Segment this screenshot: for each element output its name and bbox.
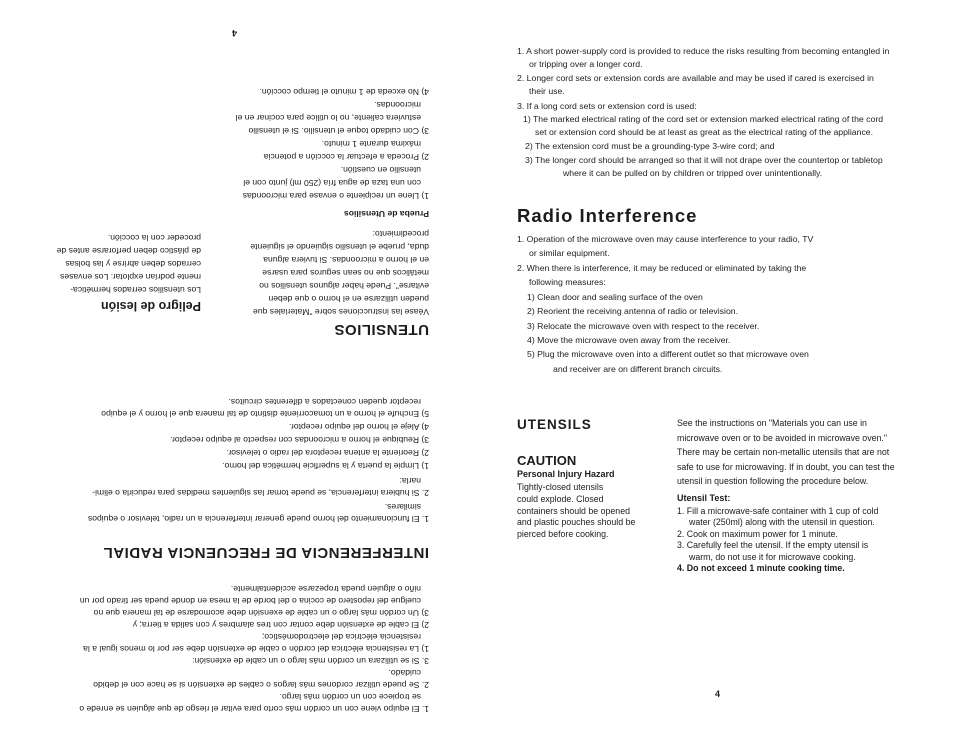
es-test-line-6: 3) Con cuidado toque el utensilio. Si el utensilio	[248, 126, 429, 136]
injury-line-4: and plastic pouches should be	[517, 517, 636, 528]
es-utensils-title: UTENSILIOS	[333, 321, 429, 338]
radio-item-1-cont: or similar equipment.	[529, 248, 610, 258]
es-cord-line-9: 3) Un cordón más largo o un cable de exensión debe acomodarse de tal manera que no	[93, 608, 429, 618]
radio-measure-1: 1) Clean door and sealing surface of the oven	[527, 292, 703, 302]
test-item-1: 1. Fill a microwave-safe container with 1 cup of cold	[677, 506, 879, 516]
instr-line-4: safe to use for microwaving. If in doubt, you can test the	[677, 461, 895, 472]
instr-line-3: There may be certain non-metallic utensils that are not	[677, 447, 890, 458]
es-test-line-1: 1) Llene un recipiente o envase para microondas	[242, 191, 429, 201]
es-cord-line-2: se tropiece con un cordón más largo.	[279, 692, 421, 702]
es-interference-line-6: 2) Reoriente la antena receptora del radio o televisor.	[226, 448, 429, 458]
radio-item-2: 2. When there is interference, it may be reduced or eliminated by taking the	[517, 263, 807, 273]
es-injury-line-2: mente podrían explotar. Los envases	[60, 272, 201, 282]
es-interference-line-8: 4) Aleje el horno del equipo receptor.	[289, 422, 429, 432]
test-item-2: 2. Cook on maximum power for 1 minute.	[677, 528, 838, 539]
es-test-line-7: estuviera caliente, no lo utilice para cocinar en el	[235, 113, 421, 123]
es-cord-line-11: niño o alguien pueda tropezarse accidentalmente.	[230, 584, 421, 594]
injury-line-1: Tightly-closed utensils	[517, 482, 604, 492]
es-test-line-5: máxima durante 1 minuto.	[321, 139, 421, 149]
radio-interference-title: Radio Interference	[517, 205, 698, 226]
es-cord-line-4: cuidado.	[388, 668, 421, 678]
es-test-title: Prueba de Utensilios	[343, 209, 429, 219]
test-item-4: 4. Do not exceed 1 minute cooking time.	[677, 563, 845, 574]
es-cord-line-7: resistencia eléctrica del electrodoméstico;	[261, 632, 421, 642]
cord-item-1: 1. A short power-supply cord is provided to reduce the risks resulting from becoming entangled in	[517, 46, 890, 56]
es-interference-line-2: similares.	[384, 502, 421, 512]
injury-hazard-title: Personal Injury Hazard	[517, 469, 615, 479]
es-page-number: 4	[231, 28, 237, 38]
instr-line-1: See the instructions on "Materials you can use in	[677, 418, 867, 428]
test-item-1-cont: water (250ml) along with the utensil in question.	[689, 517, 875, 528]
es-utensils-line-4: metálicos que no sean seguros para usarse	[262, 268, 429, 278]
cord-subitem-2: 2) The extension cord must be a grounding-type 3-wire cord; and	[525, 141, 775, 151]
cord-item-2-cont: their use.	[529, 86, 565, 96]
es-utensils-line-1: Véase las instrucciones sobre "Materiales que	[253, 307, 429, 317]
injury-line-2: could explode. Closed	[517, 493, 604, 504]
utensils-title: UTENSILS	[517, 417, 592, 432]
test-item-3-cont: warm, do not use it for microwave cooking.	[689, 551, 856, 562]
radio-measure-5-cont: and receiver are on different branch circuits.	[553, 364, 723, 374]
es-interference-line-7: 3) Reubique el horno a microondas con respecto al equipo receptor.	[170, 435, 429, 445]
es-test-line-9: 4) No exceda de 1 minuto el tiempo cocción.	[259, 87, 429, 97]
cord-subitem-3: 3) The longer cord should be arranged so that it will not drape over the countertop or tabletop	[525, 155, 883, 165]
instr-line-2: microwave oven or to be avoided in microwave oven."	[677, 432, 887, 443]
es-test-line-4: 2) Proceda a efectuar la cocción a potencia	[263, 152, 429, 162]
radio-measure-2: 2) Reorient the receiving antenna of radio or television.	[527, 306, 739, 316]
radio-measure-3: 3) Relocate the microwave oven with respect to the receiver.	[527, 321, 760, 331]
es-cord-line-3: 2. Se puede utilizar cordones más largos o cables de extensión si se hace con el debido	[93, 680, 429, 690]
es-interference-line-4: narla:	[399, 476, 421, 486]
es-test-line-3: utensilio en cuestión.	[340, 165, 421, 175]
es-injury-line-1: Los utensilios cerrados hermética-	[70, 285, 201, 295]
es-interference-line-3: 2. Si hubiera interferencia, se puede tomar las siguientes medidas para reducirla o elimi-	[92, 488, 429, 498]
es-interference-line-10: receptor queden conectados a diferentes circuitos.	[228, 397, 421, 407]
es-utensils-line-3: evitarse". Puede haber algunos utensilios no	[259, 281, 429, 291]
es-cord-line-10: cuelgue del repostero de cocina o del borde de la mesa en donde pueda ser tirado por un	[79, 596, 421, 606]
radio-item-1: 1. Operation of the microwave oven may cause interference to your radio, TV	[517, 234, 814, 244]
instr-line-5: utensil in question following the procedure below.	[677, 476, 869, 487]
cord-item-3: 3. If a long cord sets or extension cord is used:	[517, 101, 697, 111]
es-interference-title: INTERFERENCIA DE FRECUENCIA RADIAL	[103, 544, 429, 561]
es-utensils-line-6: duda, pruebe el utensilio siguiendo el siguiente	[250, 242, 429, 252]
es-injury-title: Peligro de lesión	[100, 299, 201, 313]
injury-hazard-text	[517, 482, 635, 541]
radio-item-2-cont: following measures:	[529, 277, 606, 287]
es-cord-line-5: 3. Si se utilizara un cordón más largo o un cable de extensión:	[192, 656, 429, 666]
injury-line-5: pierced before cooking.	[517, 529, 609, 540]
es-interference-line-9: 5) Enchufe el horno a un tomacorriente distinto de tal manera que el horno y el equipo	[101, 409, 429, 419]
utensils-instructions	[677, 416, 895, 489]
utensil-test-list	[677, 506, 878, 574]
es-cord-line-1: 1. El equipo viene con un cordón más corto para evitar el riesgo de que alguien se enrede o	[79, 704, 429, 714]
english-page	[477, 0, 954, 738]
cord-subitem-3-cont: where it can be pulled on by children or tripped over unintentionally.	[563, 168, 823, 178]
es-utensils-line-7: procedimiento:	[372, 229, 429, 239]
es-utensils-line-5: en el horno a microondas. Si tuviera alguna	[263, 255, 429, 265]
es-test-line-8: microondas.	[374, 100, 421, 110]
es-injury-line-4: de plástico deben perforarse antes de	[56, 246, 201, 256]
es-injury-line-5: proceder con la cocción.	[107, 233, 201, 243]
page-number: 4	[715, 689, 721, 699]
utensil-test-title: Utensil Test:	[677, 493, 731, 503]
es-interference-line-1: 1. El funcionamiento del horno puede generar interferencia a un radio, televisor o equipos	[87, 514, 429, 524]
caution-title: CAUTION	[517, 453, 577, 468]
radio-measure-5: 5) Plug the microwave oven into a different outlet so that microwave oven	[527, 349, 809, 359]
es-test-line-2: con una taza de agua fría (250 ml) junto con el	[243, 178, 421, 188]
injury-line-3: containers should be opened	[517, 505, 630, 516]
es-interference-line-5: 1) Limpie la puerta y la superficie hermética del horno.	[222, 461, 429, 471]
cord-item-2: 2. Longer cord sets or extension cords are available and may be used if cared is exercised in	[517, 73, 874, 83]
cord-subitem-1: 1) The marked electrical rating of the cord set or extension marked electrical rating of the cord	[523, 114, 884, 124]
cord-subitem-1-cont: set or extension cord should be at least as great as the electrical rating of the appliance.	[535, 127, 874, 137]
radio-measure-4: 4) Move the microwave oven away from the receiver.	[527, 335, 731, 345]
es-cord-line-8: 2) El cable de extensión debe contar con tres alambres y con salida a tierra; y	[132, 620, 429, 630]
es-utensils-line-2: pueden utilizarse en el horno o que deben	[268, 294, 429, 304]
es-cord-line-6: 1) La resistencia eléctrica del cordón o cable de extensión debe ser por lo menos igual a la	[83, 644, 429, 654]
es-injury-line-3: cerrados deben abrirse y las bolsas	[65, 259, 201, 269]
cord-item-1-cont: or tripping over a longer cord.	[529, 59, 643, 69]
test-item-3: 3. Carefully feel the utensil. If the empty utensil is	[677, 540, 869, 551]
